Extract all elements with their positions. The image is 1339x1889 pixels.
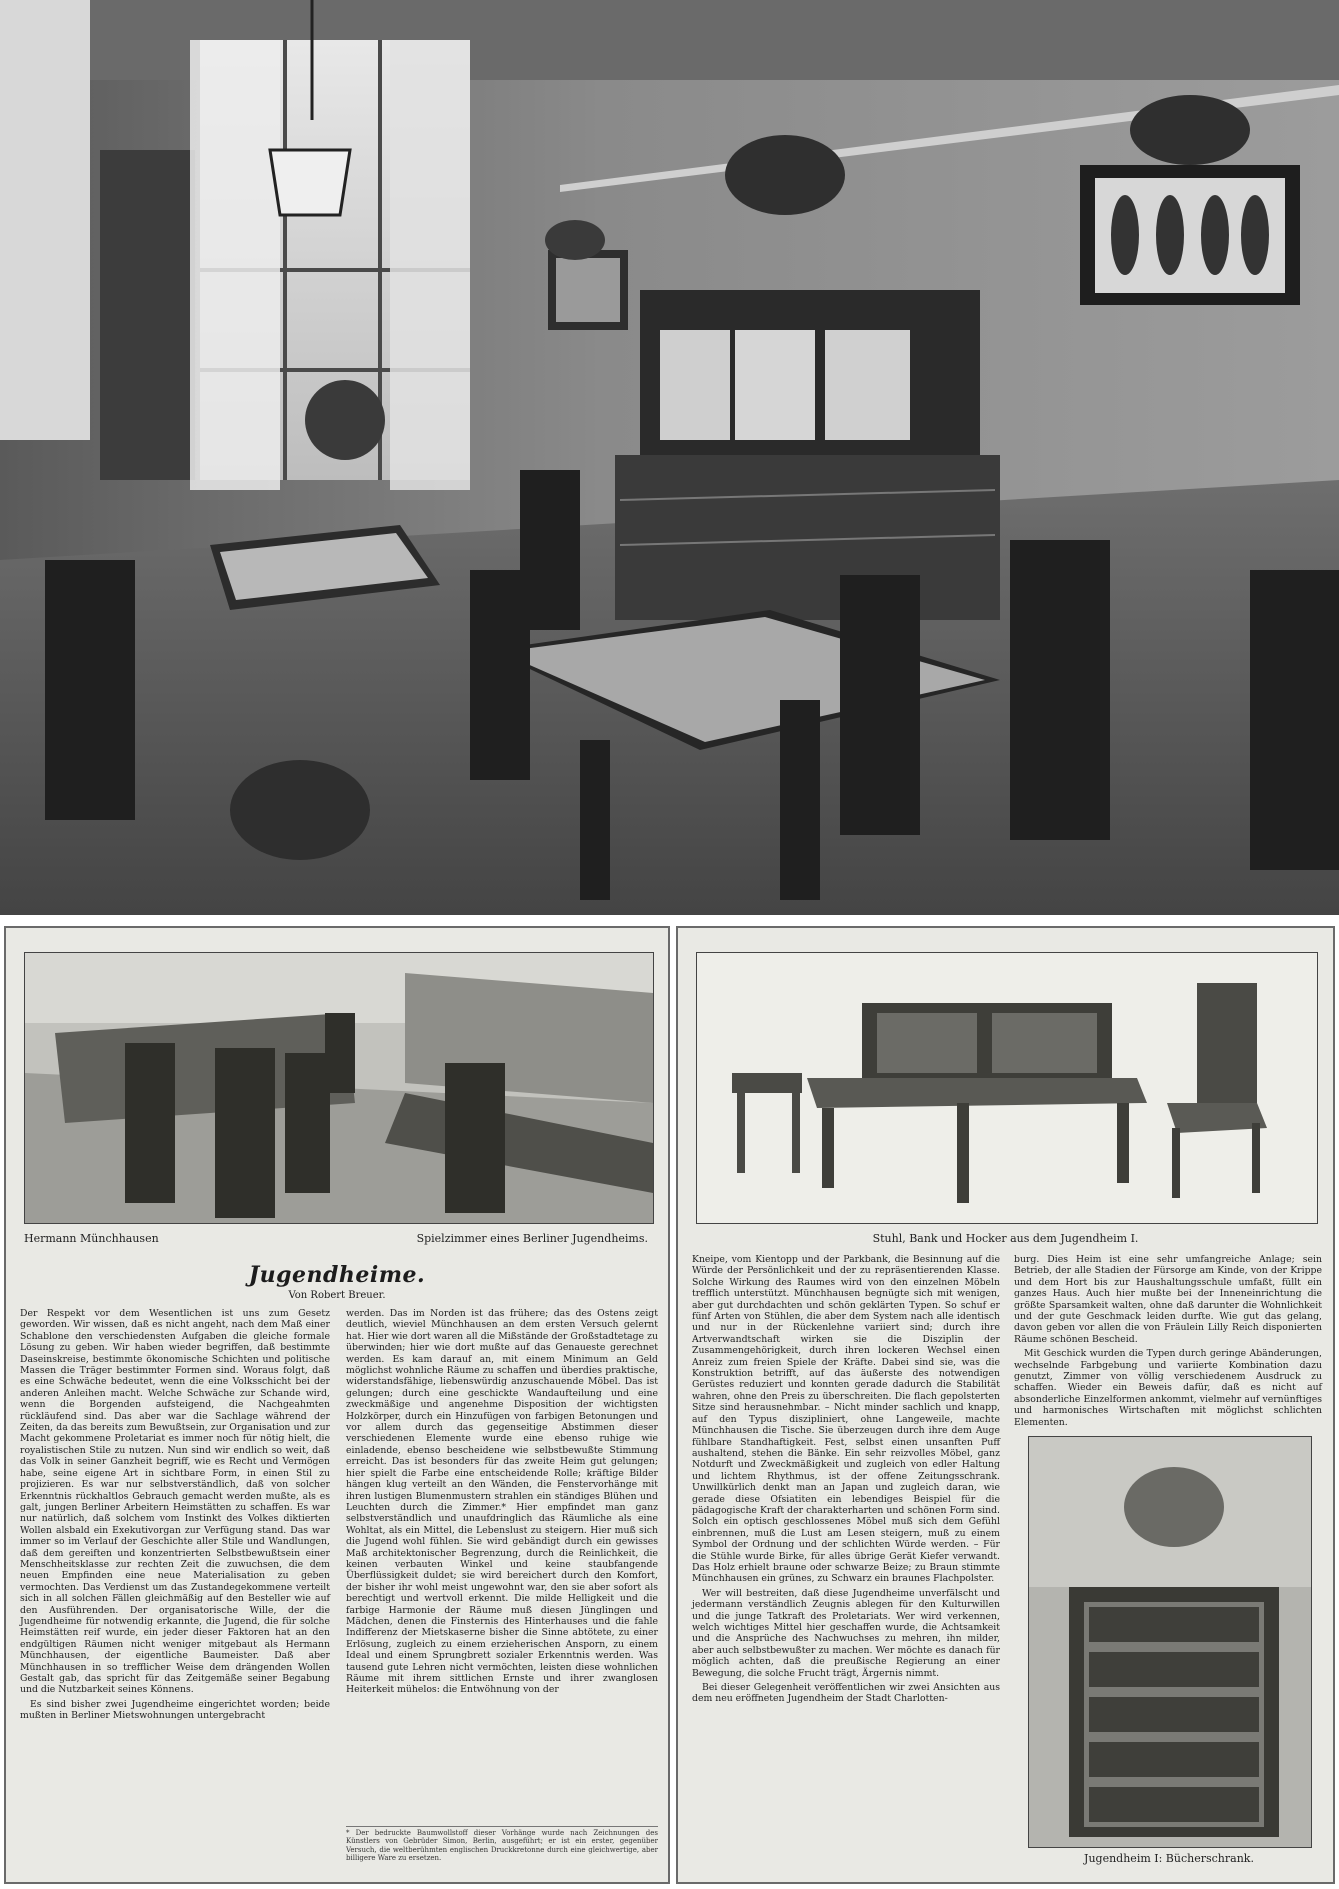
bookcase-caption: Jugendheim I: Bücherschrank. [1084,1852,1254,1865]
room-photograph [0,0,1339,915]
figure-caption: Stuhl, Bank und Hocker aus dem Jugendheim I. [872,1232,1139,1245]
photo-credit: Hermann Münchhausen [24,1232,159,1245]
paragraph: Es sind bisher zwei Jugendheime eingerichtet worden; beide mußten in Berliner Mietswohnungen untergebracht [20,1698,330,1722]
bookcase-photo [1028,1436,1312,1848]
paragraph: Mit Geschick wurden die Typen durch geringe Abänderungen, wechselnde Farbgebung und variierte Kombination dazu genutzt, Zimmer von völlig verschiedenem Ausdruck zu schaffen. Wieder ein Beweis dafür, daß es nicht auf absonderliche Einzelformen ankommt, vielmehr auf vernünftiges und harmonisches Wirtschaften mit möglichst schlichten Elementen. [1014,1348,1322,1428]
playroom-photo [24,952,654,1224]
paragraph: burg. Dies Heim ist eine sehr umfangreiche Anlage; sein Betrieb, der alle Stadien der Fürsorge am Kinde, von der Krippe und dem Hort bis zur Haushaltungsschule umfaßt, füllt ein ganzes Haus. Auch hier mußte bei der Inneneinrichtung die größte Sparsamkeit walten, ohne daß darunter die Wohnlichkeit und der gute Geschmack leiden durfte. Wie gut das gelang, davon geben vor allen die von Fräulein Lilly Reich disponierten Räume schönen Bescheid. [1014,1254,1322,1345]
right-column-1 [692,1254,1000,1876]
left-column-1 [20,1308,330,1868]
paragraph: Kneipe, vom Kientopp und der Parkbank, die Besinnung auf die Würde der Persönlichkeit und der zu repräsentierenden Klasse. Solche Wirkung des Raumes wird von den einzelnen Möbeln trefflich unterstützt. Münchhausen begnügte sich mit wenigen, aber gut durchdachten und schön geklärten Typen. So schuf er fünf Arten von Stühlen, die aber dem System nach alle identisch und nur in der Rückenlehne variiert sind; durch ihre Artverwandtschaft wirken sie die Disziplin der Zusammengehörigkeit, durch ihren lockeren Wechsel einen Anreiz zum freien Spiele der Kräfte. Dabei sind sie, was die Konstruktion betrifft, auf das äußerste des notwendigen Gerüstes reduziert und konnten gerade dadurch die Stabilität wahren, ohne den Preis zu überschreiten. Die flach gepolsterten Sitze sind herausnehmbar. – Nicht minder sachlich und knapp, auf den Typus diszipliniert, ohne Langeweile, machte Münchhausen die Tische. Sie überzeugen durch ihre dem Auge fühlbare Standhaftigkeit. Fest, selbst einen unsanften Puff aushaltend, stehen die Bänke. Ein sehr reizvolles Möbel, ganz Notdurft und Zweckmäßigkeit und zugleich von edler Haltung und lichtem Rhythmus, ist der offene Zeitungsschrank. Unwillkürlich denkt man an Japan und zugleich daran, wie gerade diese Ofsiatiten ein lebendiges Beispiel für die pädagogische Kraft der charakterharten und schönen Form sind. Solch ein optisch geschlossenes Möbel muß sich dem Gefühl einbrennen, muß die Lust am Lesen steigern, muß zu einem Symbol der Ordnung und der schlichten Würde werden. – Für die Stühle wurde Birke, für alles übrige Gerät Kiefer verwandt. Das Holz erhielt braune oder schwarze Beize; zu Braun stimmte Münchhausen ein grünes, zu Schwarz ein braunes Flachpolster. [692,1254,1000,1585]
right-page-scan [676,926,1335,1884]
paragraph: Bei dieser Gelegenheit veröffentlichen wir zwei Ansichten aus dem neu eröffneten Jugendheim der Stadt Charlotten- [692,1682,1000,1705]
paragraph: werden. Das im Norden ist das frühere; das des Ostens zeigt deutlich, wieviel Münchhausen an dem ersten Versuch gelernt hat. Hier wie dort waren all die Mißstände der Großstadtetage zu überwinden; hier wie dort mußte auf das Genaueste gerechnet werden. Es kam darauf an, mit einem Minimum an Geld möglichst wohnliche Räume zu schaffen und überdies praktische, widerstandsfähige, liebenswürdig anzuschauende Möbel. Das ist gelungen; durch eine geschickte Wandaufteilung und eine zweckmäßige und angenehme Disposition der wichtigsten Holzkörper, durch ein Hinzufügen von farbigen Betonungen und vor allem durch das gegenseitige Abstimmen dieser verschiedenen Elemente wurde eine ebenso ruhige wie einladende, ebenso bescheidene wie selbstbewußte Stimmung erreicht. Das ist besonders für das zweite Heim gut gelungen; hier spielt die Farbe eine entscheidende Rolle; kräftige Bilder hängen klug verteilt an den Wänden, die Fenstervorhänge mit ihren lustigen Blumenmustern strahlen ein ständiges Blühen und Leuchten durch die Zimmer.* Hier empfindet man ganz selbstverständlich und unaufdringlich das Räumliche als eine Wohltat, als ein Mittel, die Lebenslust zu steigern. Hier muß sich die Jugend wohl fühlen. Sie wird gebändigt durch ein gewisses Maß architektonischer Begrenzung, durch die Reinlichkeit, die keinen verbauten Winkel und keine staubfangende Überflüssigkeit duldet; sie wird bereichert durch den Komfort, der bisher ihr wohl meist ungewohnt war, den sie aber sofort als berechtigt und wertvoll erkennt. Die milde Helligkeit und die farbige Harmonie der Räume muß diesen Jünglingen und Mädchen, denen die Finsternis des Hinterhauses und die fahle Indifferenz der Mietskaserne bisher die Sinne abtötete, zu einer Erlösung, zugleich zu einem erzieherischen Ansporn, zu einem Ideal und einem Sprungbrett sozialer Erkenntnis werden. Was tausend gute Lehren nicht vermöchten, leisten diese wohnlichen Räume mit ihrem sittlichen Ernste und ihrer zwanglosen Heiterkeit mühelos: die Entwöhnung von der [346,1308,658,1696]
article-title: Jugendheime. [248,1262,426,1288]
footnote: * Der bedruckte Baumwollstoff dieser Vorhänge wurde nach Zeichnungen des Künstlers von Gebrüder Simon, Berlin, ausgeführt; er ist ein erster, gegenüber Versuch, die weltberühmten englischen Druckkretonne durch eine gleichwertige, aber billigere Ware zu ersetzen. [346,1826,658,1873]
byline: Von Robert Breuer. [288,1290,386,1301]
photo-caption: Spielzimmer eines Berliner Jugendheims. [416,1232,648,1245]
left-column-2 [346,1308,658,1820]
left-page-scan [4,926,670,1884]
paragraph: Der Respekt vor dem Wesentlichen ist uns zum Gesetz geworden. Wir wissen, daß es nicht angeht, nach dem Maß einer Schablone den verschiedensten Aufgaben die gleiche formale Lösung zu geben. Wir haben wieder begriffen, daß bestimmte Daseinskreise, bestimmte ökonomische Schichten und politische Massen die Träger bestimmter Formen sind. Woraus folgt, daß es eine Schwäche bedeutet, wenn die eine Volksschicht bei der anderen Anleihen macht. Welche Schwäche zur Schande wird, wenn die Borgenden aufsteigend, die Nachgeahmten rückläufend sind. Das aber war die Sachlage während der Zeiten, da das bereits zum Bewußtsein, zur Organisation und zur Macht gekommene Proletariat es immer noch für nötig hielt, die royalistischen Stile zu nutzen. Nun sind wir endlich so weit, daß das Volk in seiner Ganzheit begriff, wie es Recht und Vermögen habe, seine eigene Art in sichtbare Form, in einen Stil zu projizieren. Es war nur selbstverständlich, daß von solcher Erkenntnis rückhaltlos Gebrauch gemacht werden mußte, als es galt, jungen Berliner Arbeitern Heimstätten zu schaffen. Es war nur natürlich, daß solchem vom Instinkt des Volkes diktierten Wollen alsbald ein Exekutivorgan zur Verfügung stand. Das war immer so im Verlauf der Geschichte aller Stile und Wandlungen, daß dem gereiften und konzentrierten Selbstbewußtsein einer Menschheitsklasse zur rechten Zeit die zuwuchsen, die dem neuen Empfinden eine neue Materialisation zu geben vermochten. Das Verdienst um das Zustandegekommene verteilt sich in all solchen Fällen gleichmäßig auf den Besteller wie auf den Ausführenden. Der organisatorische Wille, der die Jugendheime für notwendig erkannte, die Jugend, die für solche Heimstätten reif wurde, ein jeder dieser Faktoren hat an den endgültigen Räumen nicht weniger mitgebaut als Hermann Münchhausen, der eigentliche Baumeister. Daß aber Münchhausen in so trefflicher Weise dem drängenden Wollen Gestalt gab, das spricht für das Zeitgemäße seiner Begabung und die Nutzbarkeit seines Könnens. [20,1308,330,1696]
paragraph: Wer will bestreiten, daß diese Jugendheime unverfälscht und jedermann verständlich Zeugnis ablegen für den Kulturwillen und die junge Tatkraft des Proletariats. Wer wird verkennen, welch wichtiges Mittel hier geschaffen wurde, die Achtsamkeit und die Ansprüche des Nachwuchses zu mehren, ihn milder, aber auch selbstbewußter zu machen. Wer möchte es danach für möglich achten, daß die preußische Regierung an einer Bewegung, die solche Frucht trägt, Ärgernis nimmt. [692,1587,1000,1679]
right-column-2 [1014,1254,1322,1428]
furniture-photo [696,952,1318,1224]
